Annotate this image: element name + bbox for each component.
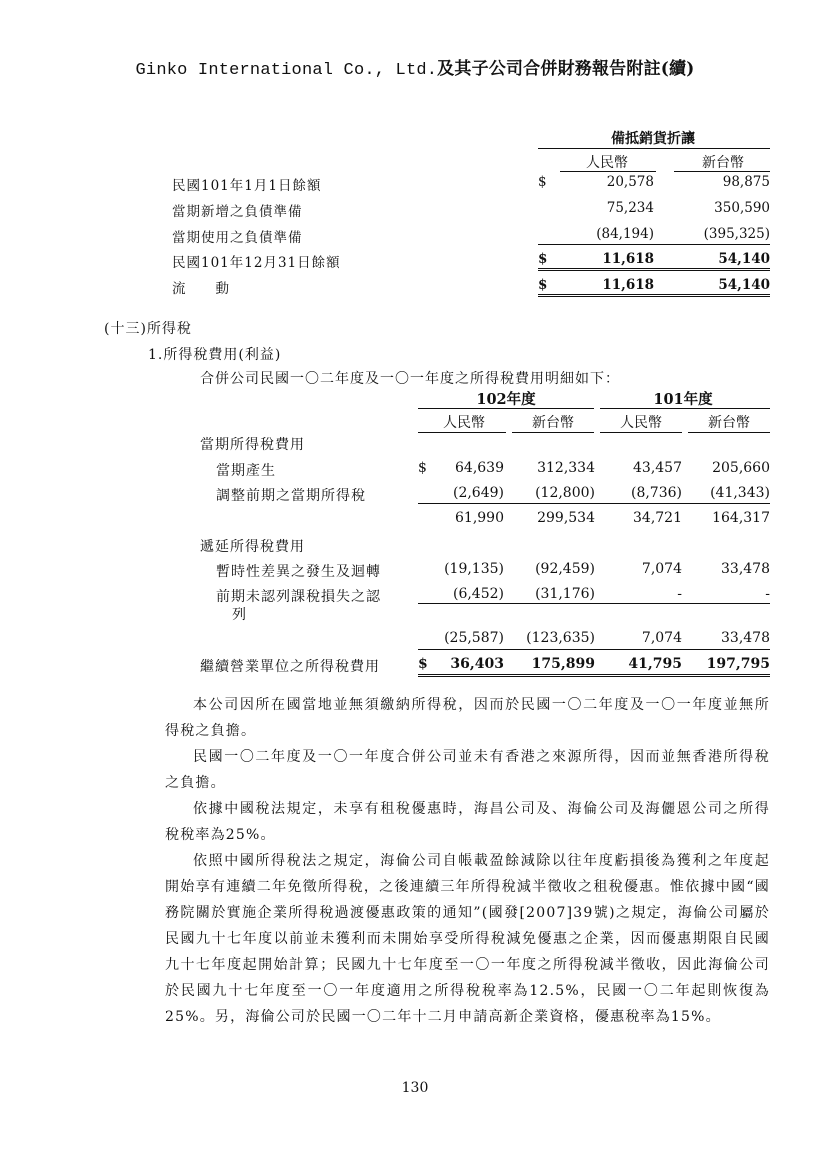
table-row xyxy=(0,174,830,198)
row-label: 民國101年1月1日餘額 xyxy=(172,178,322,194)
cell-value: 33,478 xyxy=(721,630,770,646)
row-label: 暫時性差異之發生及迴轉 xyxy=(216,564,381,580)
divider xyxy=(512,432,594,433)
cell-value: 175,899 xyxy=(531,656,595,672)
cell-value: 64,639 xyxy=(455,460,504,476)
row-label: 當期產生 xyxy=(216,463,276,479)
double-underline-top xyxy=(418,674,770,675)
row-label: 民國101年12月31日餘額 xyxy=(172,255,341,271)
double-underline-bottom xyxy=(418,676,770,677)
row-label: 繼續營業單位之所得稅費用 xyxy=(200,659,380,675)
underline xyxy=(418,503,770,504)
divider xyxy=(674,171,770,172)
section-sub-heading: 1.所得稅費用(利益) xyxy=(148,347,282,363)
tax-col-ntd-102: 新台幣 xyxy=(532,415,574,431)
double-underline-top xyxy=(538,294,770,295)
currency-sign: $ xyxy=(538,174,547,190)
currency-sign: $ xyxy=(418,460,427,476)
cell-value: (2,649) xyxy=(452,485,504,501)
cell-value: 312,334 xyxy=(537,460,595,476)
row-label: 當期所得稅費用 xyxy=(200,437,305,453)
section-intro: 合併公司民國一〇二年度及一〇一年度之所得稅費用明細如下： xyxy=(200,371,620,387)
table-row xyxy=(0,251,830,275)
cell-value: 197,795 xyxy=(706,656,770,672)
table-row xyxy=(0,200,830,224)
year-102-header: 102年度 xyxy=(476,391,536,408)
row-label: 前期未認列課稅損失之認 xyxy=(216,589,381,605)
rmb-value: 11,618 xyxy=(602,251,654,267)
row-label-continued: 列 xyxy=(232,607,247,623)
currency-sign: $ xyxy=(538,277,548,293)
cell-value: (41,343) xyxy=(710,485,770,501)
cell-value: 61,990 xyxy=(455,510,504,526)
table-row xyxy=(0,277,830,301)
ntd-value: 54,140 xyxy=(718,251,770,267)
underline xyxy=(538,244,770,245)
cell-value: 33,478 xyxy=(721,561,770,577)
cell-value: 205,660 xyxy=(712,460,770,476)
page-header xyxy=(0,54,830,80)
paragraph: 民國一〇二年度及一〇一年度合併公司並未有香港之來源所得，因而並無香港所得稅之負擔。 xyxy=(165,749,770,791)
cell-value: (25,587) xyxy=(444,630,504,646)
currency-sign: $ xyxy=(538,251,548,267)
header-title-zh: 及其子公司合併財務報告附註(續) xyxy=(437,59,695,79)
paragraph: 本公司因所在國當地並無須繳納所得稅，因而於民國一〇二年度及一〇一年度並無所得稅之負擔。 xyxy=(165,697,770,739)
rmb-value: 11,618 xyxy=(602,277,654,293)
divider xyxy=(688,432,770,433)
cell-value: (6,452) xyxy=(452,586,504,602)
tax-col-rmb-102: 人民幣 xyxy=(443,415,485,431)
cell-value: (31,176) xyxy=(535,586,595,602)
header-title-en: Ginko International Co., Ltd. xyxy=(135,61,438,80)
divider xyxy=(600,408,770,409)
divider xyxy=(418,408,594,409)
row-label: 當期使用之負債準備 xyxy=(172,230,303,246)
currency-sign: $ xyxy=(418,656,428,672)
inventory-col-rmb: 人民幣 xyxy=(586,155,628,171)
cell-value: (92,459) xyxy=(535,561,595,577)
ntd-value: (395,325) xyxy=(703,226,770,242)
cell-value: 7,074 xyxy=(641,561,682,577)
row-label: 流 動 xyxy=(172,281,230,297)
table-row xyxy=(0,226,830,250)
row-label: 遞延所得稅費用 xyxy=(200,539,305,555)
cell-value: 43,457 xyxy=(633,460,682,476)
rmb-value: (84,194) xyxy=(596,226,654,242)
cell-value: (12,800) xyxy=(535,485,595,501)
cell-value: - xyxy=(677,586,682,602)
ntd-value: 98,875 xyxy=(722,174,770,190)
cell-value: 34,721 xyxy=(633,510,682,526)
page-number: 130 xyxy=(401,1080,429,1096)
underline xyxy=(418,603,770,604)
paragraph: 依照中國所得稅法之規定，海倫公司自帳載盈餘減除以往年度虧損後為獲利之年度起開始享有連續二年免徵所得稅，之後連續三年所得稅減半徵收之租稅優惠。惟依據中國“國務院關於實施企業所得稅過渡優惠政策的通知”(國發[2007]39號)之規定，海倫公司屬於民國九十七年度以前並未獲利而未開始享受所得稅減免優惠之企業，因而優惠期限自民國九十七年度起開始計算；民國九十七年度至一〇一年度之所得稅減半徵收，因此海倫公司於民國九十七年度至一〇一年度適用之所得稅稅率為12.5%，民國一〇二年起則恢復為25%。另，海倫公司於民國一〇二年十二月申請高新企業資格，優惠稅率為15%。 xyxy=(165,853,770,1025)
cell-value: 36,403 xyxy=(450,656,504,672)
double-underline-top xyxy=(538,268,770,269)
cell-value: 299,534 xyxy=(537,510,595,526)
section-heading: (十三)所得稅 xyxy=(104,321,192,337)
double-underline-bottom xyxy=(538,270,770,271)
cell-value: 164,317 xyxy=(712,510,770,526)
rmb-value: 75,234 xyxy=(606,200,654,216)
inventory-col-ntd: 新台幣 xyxy=(702,155,744,171)
cell-value: - xyxy=(765,586,770,602)
cell-value: 7,074 xyxy=(641,630,682,646)
cell-value: (19,135) xyxy=(444,561,504,577)
paragraph: 依據中國稅法規定，未享有租稅優惠時，海昌公司及、海倫公司及海儷恩公司之所得稅稅率為25%。 xyxy=(165,801,770,843)
divider xyxy=(418,432,506,433)
row-label: 調整前期之當期所得稅 xyxy=(216,488,366,504)
tax-col-ntd-101: 新台幣 xyxy=(708,415,750,431)
divider xyxy=(538,148,770,149)
rmb-value: 20,578 xyxy=(606,174,654,190)
ntd-value: 54,140 xyxy=(718,277,770,293)
cell-value: (123,635) xyxy=(526,630,595,646)
divider xyxy=(560,171,656,172)
double-underline-bottom xyxy=(538,296,770,297)
ntd-value: 350,590 xyxy=(714,200,770,216)
row-label: 當期新增之負債準備 xyxy=(172,204,303,220)
divider xyxy=(600,432,682,433)
year-101-header: 101年度 xyxy=(653,391,713,408)
inventory-table-group-header: 備抵銷貨折讓 xyxy=(611,131,695,147)
tax-col-rmb-101: 人民幣 xyxy=(620,415,662,431)
cell-value: (8,736) xyxy=(630,485,682,501)
underline xyxy=(418,649,770,650)
cell-value: 41,795 xyxy=(628,656,682,672)
